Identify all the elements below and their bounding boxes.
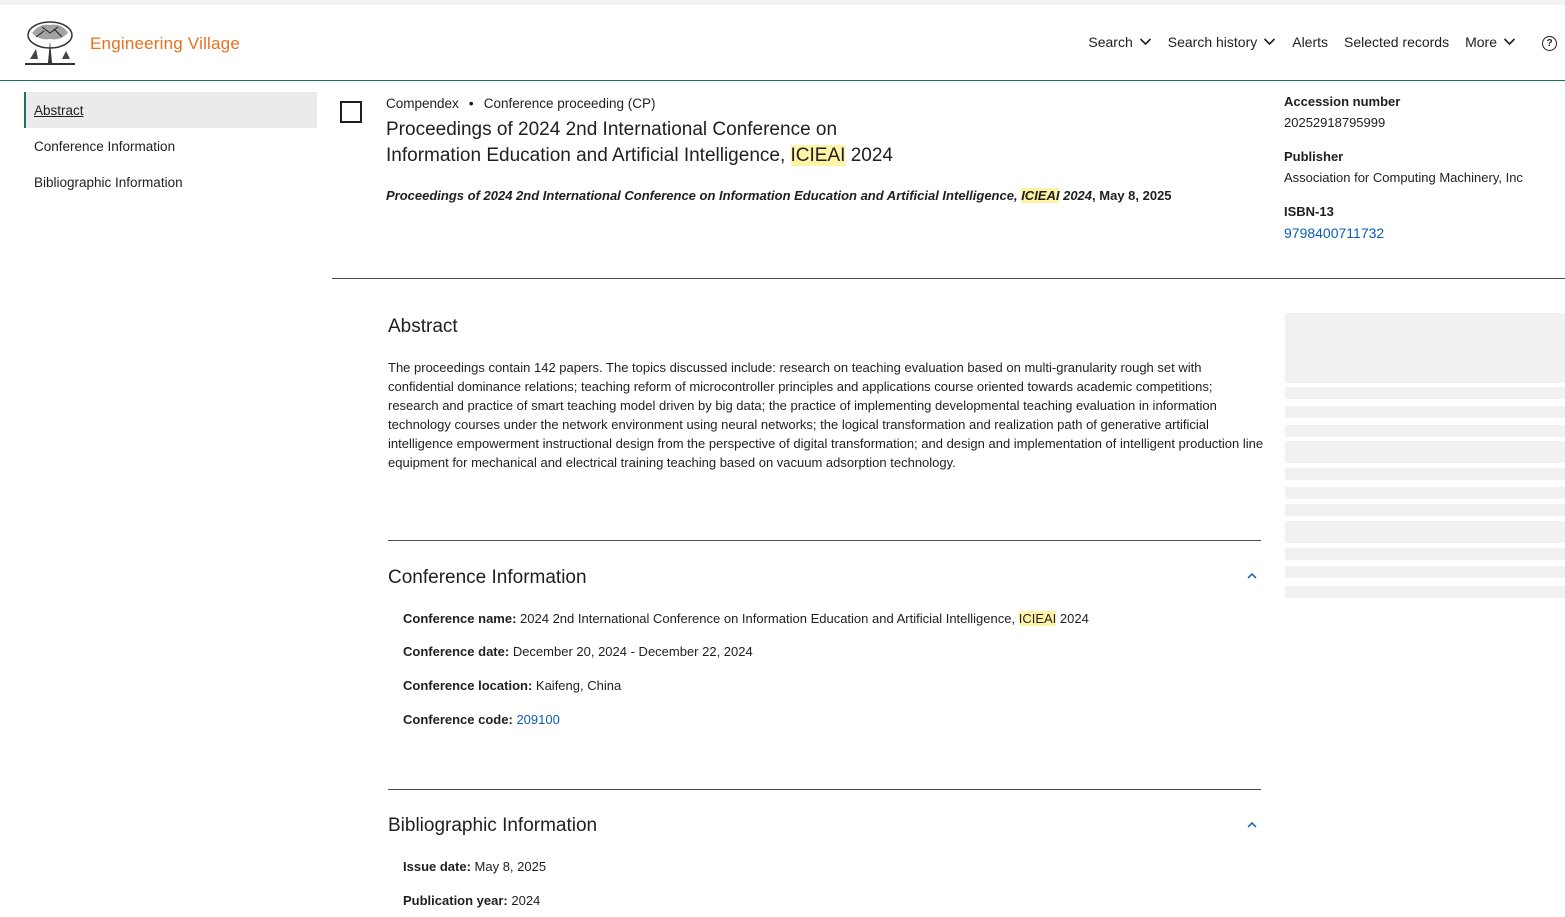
conference-name-label: Conference name:: [403, 611, 517, 626]
title-line-1: Proceedings of 2024 2nd International Conference on: [386, 119, 838, 140]
skeleton-line: [1285, 468, 1565, 480]
title-line-2-pre: Information Education and Artificial Intelligence,: [386, 145, 791, 166]
abstract-heading: Abstract: [388, 316, 458, 337]
source-title: Proceedings of 2024 2nd International Conference on Information Education and Artificial Intelligence,: [386, 188, 1022, 203]
issue-date-value: May 8, 2025: [470, 859, 547, 874]
skeleton-line: [1285, 566, 1565, 578]
accession-label: Accession number: [1284, 94, 1401, 109]
section-divider: [388, 789, 1261, 790]
publisher-value: Association for Computing Machinery, Inc: [1284, 170, 1523, 185]
doc-type-label: Conference proceeding (CP): [483, 95, 656, 111]
title-highlight: ICIEAI: [790, 145, 846, 166]
chevron-up-icon[interactable]: [1245, 820, 1259, 830]
skeleton-line: [1285, 548, 1565, 560]
accession-value: 20252918795999: [1284, 115, 1386, 130]
conference-date-row: [403, 644, 753, 659]
skeleton-block: [1285, 313, 1565, 383]
conference-location-label: Conference location:: [403, 678, 533, 693]
isbn-label: ISBN-13: [1284, 204, 1334, 219]
skeleton-line: [1285, 521, 1565, 543]
nav-search-history-label: Search history: [1167, 33, 1258, 50]
conference-location-value: Kaifeng, China: [532, 678, 622, 693]
skeleton-line: [1285, 441, 1565, 463]
nav-alerts[interactable]: [1292, 34, 1328, 50]
elsevier-tree-logo-icon[interactable]: [24, 19, 76, 67]
conference-code-label: Conference code:: [403, 712, 513, 727]
skeleton-line: [1285, 406, 1565, 418]
brand-name[interactable]: Engineering Village: [90, 34, 240, 53]
source-citation: [386, 188, 1266, 203]
nav-selected-records[interactable]: [1344, 34, 1449, 50]
record-title: [386, 117, 946, 169]
record-sidebar-nav: [24, 92, 317, 200]
nav-more-label: More: [1465, 33, 1497, 50]
publication-year-row: [403, 893, 540, 908]
conference-code-row: [403, 712, 560, 727]
bibliographic-heading: Bibliographic Information: [388, 815, 598, 836]
header-divider: [332, 278, 1565, 279]
nav-search-label: Search: [1088, 33, 1133, 50]
publisher-label: Publisher: [1284, 149, 1344, 164]
conference-location-row: [403, 678, 621, 693]
chevron-down-icon: [1503, 35, 1516, 48]
source-title-end: 2024: [1059, 188, 1093, 203]
title-line-2-post: 2024: [845, 145, 893, 166]
nav-selected-records-label: Selected records: [1344, 33, 1450, 50]
conference-name-end: 2024: [1056, 611, 1089, 626]
sidebar-item-abstract[interactable]: Abstract: [24, 92, 317, 128]
top-nav: [1072, 32, 1557, 51]
help-icon[interactable]: ?: [1542, 36, 1557, 51]
app-header: [0, 5, 1565, 81]
conference-name-value: 2024 2nd International Conference on Information Education and Artificial Intelligence,: [516, 611, 1019, 626]
source-date: , May 8, 2025: [1092, 188, 1172, 203]
record-details-panel: [1284, 94, 1559, 241]
conference-date-value: December 20, 2024 - December 22, 2024: [509, 644, 753, 659]
skeleton-line: [1285, 586, 1565, 598]
conference-heading: Conference Information: [388, 567, 587, 588]
skeleton-line: [1285, 425, 1565, 437]
isbn-link[interactable]: 9798400711732: [1284, 225, 1385, 241]
record-meta-line: [386, 95, 656, 111]
issue-date-label: Issue date:: [403, 859, 471, 874]
skeleton-line: [1285, 387, 1565, 399]
publication-year-label: Publication year:: [403, 893, 508, 908]
chevron-down-icon: [1139, 35, 1152, 48]
nav-alerts-label: Alerts: [1292, 33, 1329, 50]
conference-date-label: Conference date:: [403, 644, 510, 659]
sidebar-item-conference-information[interactable]: Conference Information: [34, 138, 176, 154]
select-record-checkbox[interactable]: [340, 101, 362, 123]
skeleton-line: [1285, 504, 1565, 516]
source-highlight: ICIEAI: [1021, 188, 1060, 203]
issue-date-row: [403, 859, 546, 874]
sidebar-item-bibliographic-information[interactable]: Bibliographic Information: [34, 174, 183, 190]
nav-search-history[interactable]: [1168, 34, 1276, 50]
conference-name-row: [403, 611, 1089, 626]
section-divider: [388, 540, 1261, 541]
separator-dot: •: [468, 95, 474, 111]
nav-more[interactable]: [1465, 34, 1516, 50]
chevron-up-icon[interactable]: [1245, 571, 1259, 581]
publication-year-value: 2024: [507, 893, 541, 908]
abstract-text: The proceedings contain 142 papers. The topics discussed include: research on teaching evaluation based on multi-granularity rough set with confidential dominance relations; teaching reform of microcontroller principles and applications course oriented towards academic competitions; research and practice of smart teaching model driven by big data; the practice of implementing developmental teaching evaluation in information technology courses under the network environment using neural networks; the logical transformation and realization path of generative artificial intelligence empowerment instructional design from the perspective of digital transformation; and design and implementation of intelligent production line equipment for mechanical and electrical training teaching based on vacuum adsorption technology.: [388, 360, 1264, 470]
nav-search[interactable]: [1088, 34, 1151, 50]
database-label: Compendex: [386, 95, 459, 111]
conference-code-link[interactable]: 209100: [516, 712, 560, 727]
conference-name-highlight: ICIEAI: [1018, 611, 1057, 626]
skeleton-line: [1285, 487, 1565, 499]
chevron-down-icon: [1263, 35, 1276, 48]
